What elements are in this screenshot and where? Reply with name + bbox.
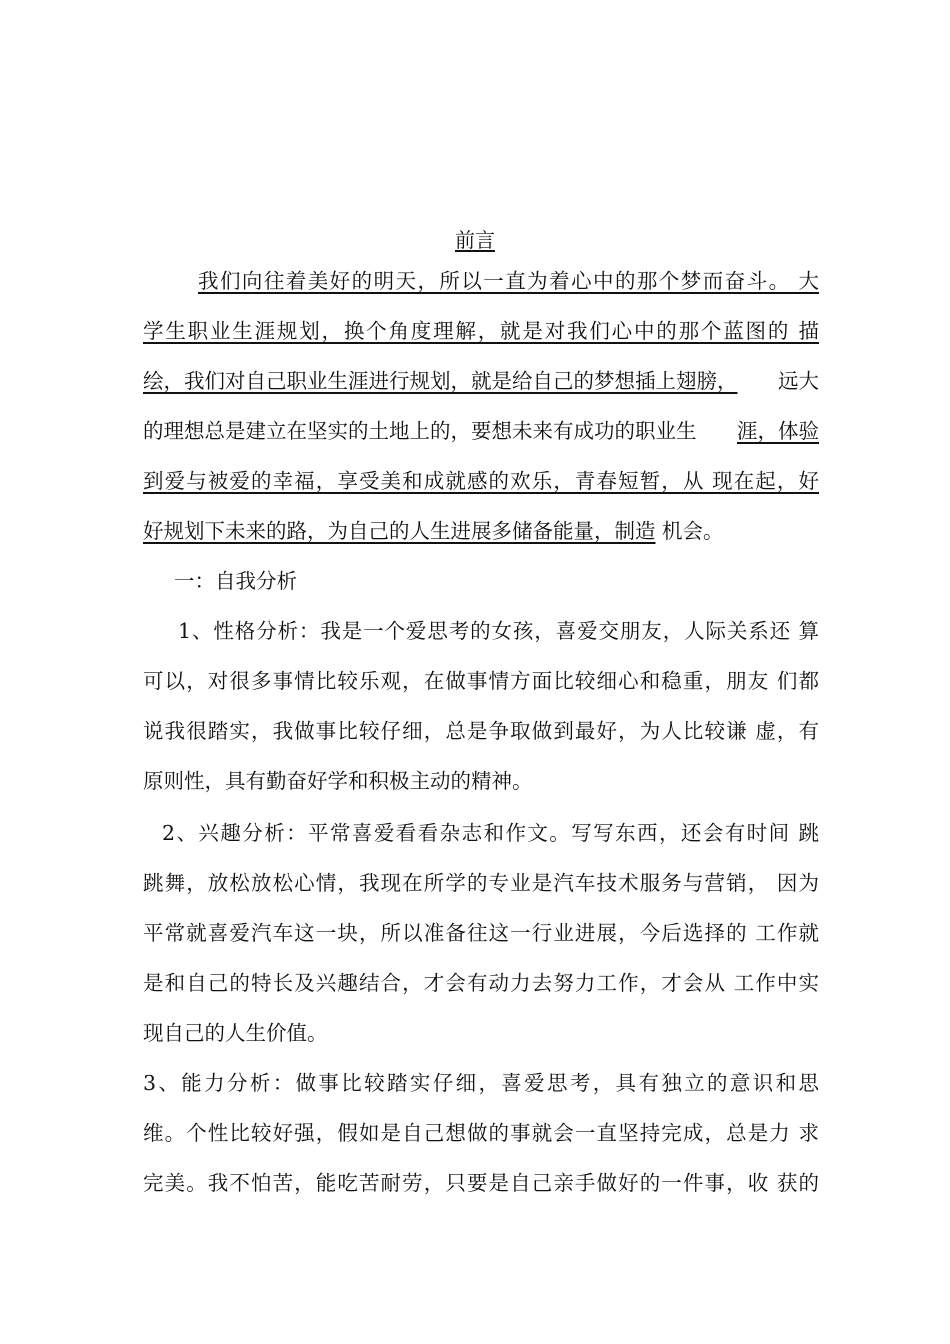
- preface-line-6: [143, 516, 819, 546]
- preface-line-3-underlined: 绘，我们对自己职业生涯进行规划，就是给自己的梦想插上翅膀，: [143, 369, 738, 393]
- preface-line-1: 我们向往着美好的明天，所以一直为着心中的那个梦而奋斗。 大: [198, 269, 819, 293]
- section-heading-self-analysis: 一：自我分析: [174, 569, 297, 593]
- personality-line-2: 可以，对很多事情比较乐观，在做事情方面比较细心和稳重，朋友 们都: [143, 669, 819, 693]
- preface-line-5: 到爱与被爱的幸福，享受美和成就感的欢乐，青春短暂，从 现在起，好: [143, 469, 819, 493]
- personality-line-4: 原则性，具有勤奋好学和积极主动的精神。: [143, 769, 533, 793]
- preface-line-3: [143, 366, 819, 396]
- interest-line-3: 平常就喜爱汽车这一块，所以准备往这一行业进展，今后选择的 工作就: [143, 921, 819, 945]
- preface-line-4-plain: 的理想总是建立在坚实的土地上的，要想未来有成功的职业生: [143, 419, 697, 443]
- preface-line-4: [143, 416, 819, 446]
- interest-line-5: 现自己的人生价值。: [143, 1021, 328, 1045]
- preface-line-2: 学生职业生涯规划，换个角度理解，就是对我们心中的那个蓝图的 描: [143, 319, 819, 343]
- personality-line-3: 说我很踏实，我做事比较仔细，总是争取做到最好，为人比较谦 虚，有: [143, 719, 819, 743]
- preface-line-4-underlined: 涯，体验: [737, 419, 819, 443]
- interest-line-1: 2、兴趣分析：平常喜爱看看杂志和作文。写写东西，还会有时间 跳: [162, 821, 819, 845]
- personality-line-1: 1、性格分析：我是一个爱思考的女孩，喜爱交朋友，人际关系还 算: [178, 619, 819, 643]
- preface-line-6-underlined: 好规划下未来的路，为自己的人生进展多储备能量，制造: [143, 519, 656, 543]
- ability-line-3: 完美。我不怕苦，能吃苦耐劳，只要是自己亲手做好的一件事，收 获的: [143, 1171, 819, 1195]
- preface-line-3-plain: 远大: [778, 369, 819, 393]
- ability-line-2: 维。个性比较好强，假如是自己想做的事就会一直坚持完成，总是力 求: [143, 1121, 819, 1145]
- interest-line-4: 是和自己的特长及兴趣结合，才会有动力去努力工作，才会从 工作中实: [143, 971, 819, 995]
- preface-title: 前言: [455, 228, 495, 252]
- preface-line-6-plain: 机会。: [662, 519, 724, 543]
- interest-line-2: 跳舞，放松放松心情，我现在所学的专业是汽车技术服务与营销， 因为: [143, 871, 819, 895]
- ability-line-1: 3、能力分析：做事比较踏实仔细，喜爱思考，具有独立的意识和思: [143, 1071, 819, 1095]
